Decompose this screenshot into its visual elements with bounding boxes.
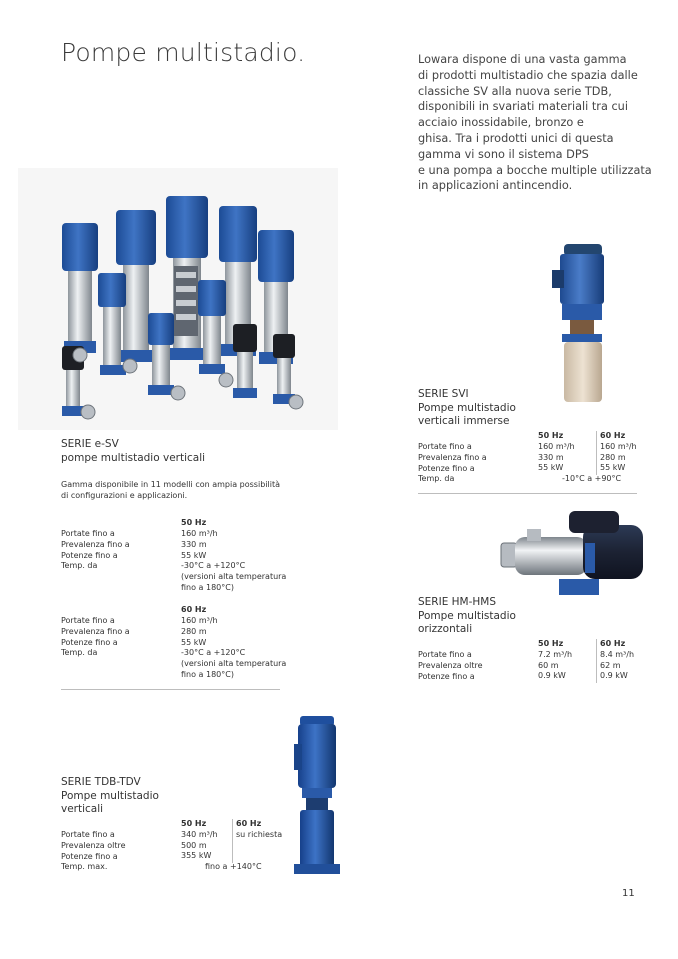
spec-value: (versioni alta temperatura (181, 659, 287, 669)
tdb-60hz-col (236, 819, 282, 841)
spec-value: 62 m (600, 660, 621, 670)
hms-hz50: 50 Hz (538, 639, 564, 648)
spec-label: Portate fino a (418, 650, 472, 659)
spec-value: -30°C a +120°C (181, 561, 246, 571)
tdb-pump-photo (292, 714, 342, 878)
spec-value: 55 kW (181, 637, 207, 647)
tdb-50hz-col (181, 819, 218, 862)
spec-value: 500 m (181, 840, 207, 850)
esv-60hz-values (181, 616, 286, 681)
esv-series-title (61, 438, 205, 465)
esv-pumps-illustration (18, 168, 338, 430)
spec-label: Potenze fino a (418, 463, 475, 473)
spec-value: 355 kW (181, 851, 212, 861)
svi-divider (418, 493, 637, 494)
hms-pump-photo (497, 505, 647, 601)
svi-pump-photo (548, 240, 614, 408)
intro-line: disponibili in svariati materiali tra cui (418, 100, 628, 114)
tdb-col-divider (232, 819, 233, 863)
spec-label: Temp. da (61, 648, 98, 658)
esv-divider (61, 689, 280, 690)
esv-note (61, 480, 280, 501)
esv-note-line: Gamma disponibile in 11 modelli con ampia possibilità (61, 480, 280, 489)
hms-col-divider (596, 639, 597, 683)
spec-label: Prevalenza oltre (61, 840, 126, 850)
intro-line: in applicazioni antincendio. (418, 179, 573, 193)
intro-line: acciaio inossidabile, bronzo e (418, 116, 584, 130)
spec-value: 7.2 m³/h (538, 649, 573, 659)
spec-label: Potenze fino a (61, 550, 118, 560)
hms-labels (418, 650, 483, 682)
spec-value: -10°C a +90°C (562, 474, 622, 483)
page-number: 11 (622, 888, 635, 899)
hms-series-desc: orizzontali (418, 623, 473, 635)
spec-label: Temp. max. (61, 862, 108, 872)
svi-hz50: 50 Hz (538, 431, 564, 440)
esv-series-name: SERIE e-SV (61, 438, 119, 450)
hms-series-name: SERIE HM-HMS (418, 596, 497, 608)
tdb-labels (61, 830, 126, 873)
esv-50hz-heading (181, 518, 206, 529)
svi-series-name: SERIE SVI (418, 388, 469, 400)
esv-50hz-values (181, 529, 286, 594)
intro-paragraph (418, 52, 652, 194)
spec-value: su richiesta (236, 829, 283, 839)
svi-series-title (418, 388, 516, 429)
svi-series-desc: Pompe multistadio (418, 401, 516, 414)
spec-value: 55 kW (538, 463, 564, 473)
spec-value: 280 m (181, 626, 207, 636)
svi-series-desc: verticali immerse (418, 415, 510, 427)
spec-value: fino a 180°C) (181, 582, 234, 592)
spec-label: Portate fino a (61, 830, 115, 839)
intro-line: Lowara dispone di una vasta gamma (418, 53, 627, 66)
intro-line: ghisa. Tra i prodotti unici di questa (418, 131, 614, 145)
page-title: Pompe multistadio. (61, 38, 306, 67)
spec-value: 340 m³/h (181, 829, 218, 839)
spec-value: 0.9 kW (600, 671, 628, 681)
spec-value: 160 m³/h (181, 529, 218, 538)
svi-labels (418, 442, 487, 485)
intro-line: e una pompa a bocche multiple utilizzata (418, 163, 652, 177)
esv-hz50: 50 Hz (181, 518, 207, 527)
esv-hz60: 60 Hz (181, 605, 207, 614)
spec-label: Potenze fino a (418, 671, 475, 681)
svi-pump-illustration (548, 240, 614, 408)
spec-label: Prevalenza fino a (61, 539, 130, 549)
spec-label: Portate fino a (61, 529, 115, 538)
spec-label: Prevalenza fino a (418, 452, 487, 462)
spec-label: Temp. da (418, 474, 455, 484)
spec-label: Prevalenza fino a (61, 626, 130, 636)
tdb-series-title (61, 776, 159, 817)
svi-hz60: 60 Hz (600, 431, 626, 440)
spec-label: Portate fino a (61, 616, 115, 625)
spec-label: Temp. da (61, 561, 98, 571)
hms-series-desc: Pompe multistadio (418, 609, 516, 622)
spec-value: 160 m³/h (538, 441, 575, 451)
spec-value: 8.4 m³/h (600, 649, 635, 659)
intro-line: classiche SV alla nuova serie TDB, (418, 84, 612, 98)
esv-series-desc: pompe multistadio verticali (61, 451, 206, 464)
spec-value: -30°C a +120°C (181, 648, 246, 658)
spec-value: 55 kW (600, 463, 626, 473)
hms-hz60: 60 Hz (600, 639, 626, 648)
spec-value: 55 kW (181, 550, 207, 560)
esv-60hz-labels (61, 616, 130, 659)
esv-pumps-photo (18, 168, 338, 430)
spec-value: fino a +140°C (205, 862, 262, 871)
spec-value: 160 m³/h (600, 441, 637, 451)
tdb-hz60: 60 Hz (236, 819, 262, 828)
spec-value: 160 m³/h (181, 616, 218, 625)
spec-label: Portate fino a (418, 442, 472, 451)
tdb-pump-illustration (292, 714, 342, 878)
svi-60hz-col (600, 431, 637, 474)
esv-note-line: di configurazioni e applicazioni. (61, 490, 188, 500)
spec-label: Potenze fino a (61, 637, 118, 647)
hms-series-title (418, 596, 516, 637)
svi-temp-value (562, 474, 621, 485)
hms-60hz-col (600, 639, 634, 682)
hms-50hz-col (538, 639, 572, 682)
tdb-series-name: SERIE TDB-TDV (61, 776, 141, 788)
spec-value: (versioni alta temperatura (181, 572, 287, 582)
spec-value: 60 m (538, 660, 559, 670)
spec-value: 330 m (538, 452, 564, 462)
spec-label: Prevalenza oltre (418, 660, 483, 670)
tdb-hz50: 50 Hz (181, 819, 207, 828)
spec-value: 0.9 kW (538, 671, 566, 681)
spec-value: 330 m (181, 539, 207, 549)
tdb-temp-value (205, 862, 262, 873)
esv-50hz-labels (61, 529, 130, 572)
intro-line: di prodotti multistadio che spazia dalle (418, 68, 638, 82)
esv-60hz-heading (181, 605, 206, 616)
spec-value: 280 m (600, 452, 626, 462)
spec-label: Potenze fino a (61, 851, 118, 861)
tdb-series-desc: verticali (61, 803, 104, 815)
intro-line: gamma vi sono il sistema DPS (418, 147, 589, 161)
tdb-series-desc: Pompe multistadio (61, 789, 159, 802)
svi-50hz-col (538, 431, 575, 474)
hms-pump-illustration (497, 505, 647, 601)
spec-value: fino a 180°C) (181, 669, 234, 679)
svi-col-divider (596, 431, 597, 475)
